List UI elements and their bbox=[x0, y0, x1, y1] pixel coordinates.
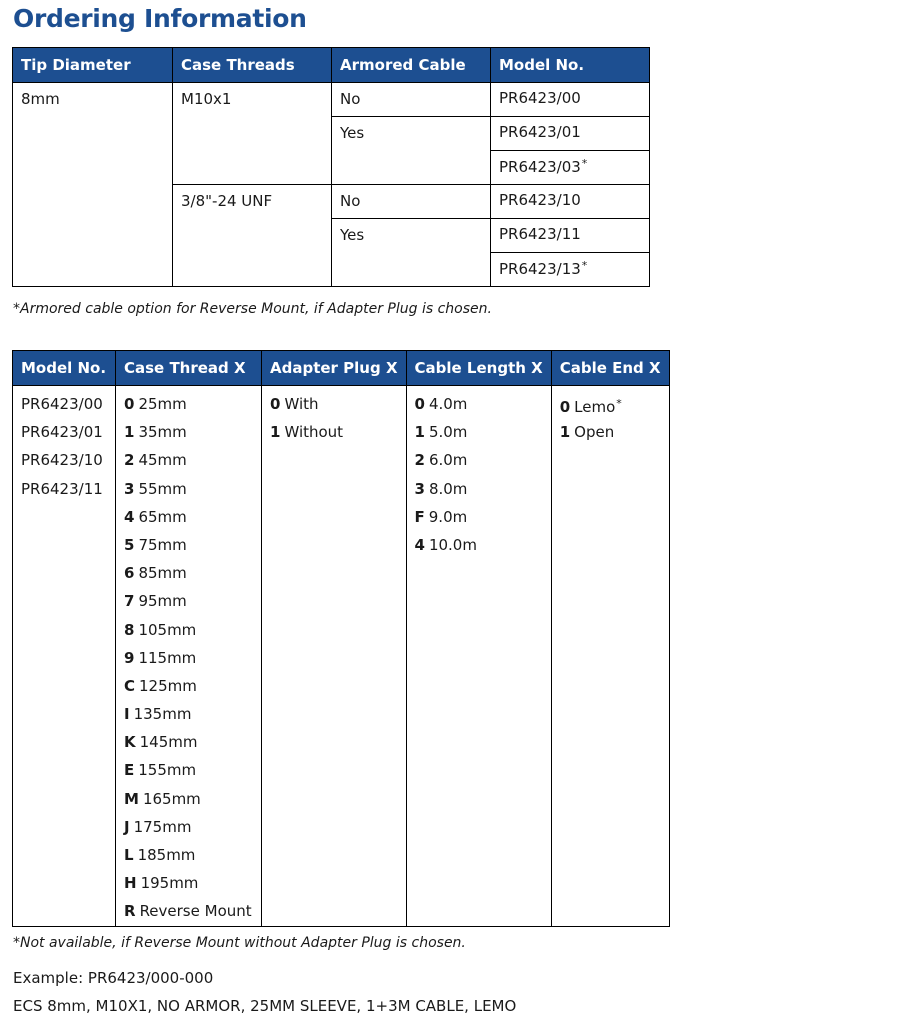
list-item bbox=[124, 559, 253, 587]
cable-length-list-cell bbox=[406, 386, 551, 927]
model-cell: PR6423/00 bbox=[491, 83, 650, 117]
list-item bbox=[124, 587, 253, 615]
option-value: 45mm bbox=[138, 451, 187, 470]
list-item bbox=[560, 390, 661, 418]
option-value: PR6423/01 bbox=[21, 423, 103, 442]
armored-cell: Yes bbox=[332, 117, 491, 185]
example-description: ECS 8mm, M10X1, NO ARMOR, 25MM SLEEVE, 1+3M CABLE, LEMO bbox=[13, 997, 517, 1015]
cable-end-list-cell bbox=[551, 386, 669, 927]
option-code: 1 bbox=[270, 423, 281, 442]
case-thread-cell: M10x1 bbox=[173, 83, 332, 185]
list-item bbox=[21, 446, 107, 474]
list-item bbox=[21, 475, 107, 503]
option-value: PR6423/00 bbox=[21, 395, 103, 413]
option-value: Lemo bbox=[574, 398, 616, 416]
option-code: H bbox=[124, 874, 137, 893]
option-code: 2 bbox=[124, 451, 135, 470]
option-code: M bbox=[124, 789, 139, 808]
option-code: C bbox=[124, 676, 136, 695]
option-value: PR6423/11 bbox=[21, 479, 103, 498]
option-code: K bbox=[124, 733, 136, 752]
header-tip-diameter: Tip Diameter bbox=[13, 48, 173, 83]
table-row bbox=[13, 386, 670, 927]
list-item bbox=[124, 503, 253, 531]
asterisk-mark: * bbox=[581, 259, 588, 272]
option-value: 95mm bbox=[138, 592, 187, 611]
option-value: 175mm bbox=[133, 817, 192, 836]
option-code: 1 bbox=[414, 423, 425, 442]
model-cell bbox=[491, 253, 650, 287]
list-item bbox=[415, 446, 543, 474]
option-code: 7 bbox=[124, 592, 135, 611]
option-value: 125mm bbox=[139, 676, 197, 695]
header-model-no: Model No. bbox=[491, 48, 650, 83]
option-value: 6.0m bbox=[428, 451, 468, 470]
option-code: 0 bbox=[270, 395, 281, 413]
list-item bbox=[560, 418, 661, 446]
header-cable-length-x: Cable Length X bbox=[406, 351, 551, 386]
option-value: 55mm bbox=[138, 479, 187, 498]
list-item bbox=[124, 446, 253, 474]
option-value: 105mm bbox=[138, 620, 197, 639]
header-cable-end-x: Cable End X bbox=[551, 351, 669, 386]
option-value: 85mm bbox=[138, 564, 187, 583]
case-thread-cell: 3/8"-24 UNF bbox=[173, 185, 332, 287]
option-code: 4 bbox=[414, 535, 425, 554]
option-code: J bbox=[124, 817, 130, 836]
option-code: L bbox=[124, 846, 134, 864]
header-case-thread-x: Case Thread X bbox=[116, 351, 262, 386]
option-value: 65mm bbox=[138, 507, 187, 526]
tip-diameter-cell: 8mm bbox=[13, 83, 173, 287]
option-value: 115mm bbox=[138, 648, 197, 667]
option-value: 185mm bbox=[137, 846, 196, 864]
list-item bbox=[124, 616, 253, 644]
option-value: 135mm bbox=[133, 705, 192, 724]
model-cell: PR6423/11 bbox=[491, 219, 650, 253]
ordering-table-header-row bbox=[13, 48, 650, 83]
armored-cell: No bbox=[332, 83, 491, 117]
list-item bbox=[415, 503, 543, 531]
list-item bbox=[124, 785, 253, 813]
list-item bbox=[124, 475, 253, 503]
option-code: 1 bbox=[559, 423, 571, 442]
list-item bbox=[415, 475, 543, 503]
option-code: F bbox=[414, 507, 425, 526]
model-code-header-row bbox=[13, 351, 670, 386]
option-code: 4 bbox=[124, 507, 135, 526]
ordering-table bbox=[12, 47, 650, 287]
option-code: 2 bbox=[414, 451, 425, 470]
option-value: 4.0m bbox=[428, 395, 468, 413]
option-value: Without bbox=[284, 423, 344, 442]
option-code: 0 bbox=[414, 395, 425, 413]
option-value: 195mm bbox=[140, 874, 199, 893]
adapter-plug-list-cell bbox=[262, 386, 407, 927]
model-cell: PR6423/01 bbox=[491, 117, 650, 151]
header-model-no: Model No. bbox=[13, 351, 116, 386]
option-value: 145mm bbox=[139, 733, 198, 752]
option-value: 5.0m bbox=[428, 423, 468, 442]
list-item bbox=[124, 672, 253, 700]
list-item bbox=[124, 418, 253, 446]
option-code: 9 bbox=[124, 648, 135, 667]
list-item bbox=[270, 390, 398, 418]
list-item bbox=[124, 756, 253, 784]
list-item bbox=[124, 897, 253, 925]
option-value: 8.0m bbox=[428, 479, 468, 498]
asterisk-mark: * bbox=[616, 397, 622, 410]
header-armored-cable: Armored Cable bbox=[332, 48, 491, 83]
option-code: 6 bbox=[124, 564, 135, 583]
page-title: Ordering Information bbox=[13, 4, 307, 33]
option-value: 75mm bbox=[138, 535, 187, 554]
table-row bbox=[13, 83, 650, 117]
list-item bbox=[21, 390, 107, 418]
option-value: 10.0m bbox=[428, 535, 477, 554]
option-code: 0 bbox=[124, 395, 135, 413]
option-code: 8 bbox=[124, 620, 135, 639]
option-value: Reverse Mount bbox=[139, 902, 252, 921]
armored-cell: No bbox=[332, 185, 491, 219]
option-code: 0 bbox=[559, 398, 571, 416]
option-value: With bbox=[284, 395, 319, 413]
list-item bbox=[124, 728, 253, 756]
list-item bbox=[415, 390, 543, 418]
model-cell: PR6423/10 bbox=[491, 185, 650, 219]
model-code-table bbox=[12, 350, 670, 927]
model-value: PR6423/03 bbox=[499, 158, 581, 176]
list-item bbox=[124, 813, 253, 841]
list-item bbox=[270, 418, 398, 446]
option-value: 35mm bbox=[138, 423, 187, 442]
list-item bbox=[124, 869, 253, 897]
case-thread-list-cell bbox=[116, 386, 262, 927]
asterisk-mark: * bbox=[581, 157, 588, 170]
list-item bbox=[124, 644, 253, 672]
list-item bbox=[415, 418, 543, 446]
list-item bbox=[124, 700, 253, 728]
option-code: I bbox=[124, 705, 130, 724]
armored-note: *Armored cable option for Reverse Mount, if Adapter Plug is chosen. bbox=[13, 301, 492, 317]
option-value: PR6423/10 bbox=[21, 451, 103, 470]
option-code: 3 bbox=[414, 479, 425, 498]
example-code: Example: PR6423/000-000 bbox=[13, 969, 214, 987]
list-item bbox=[124, 841, 253, 869]
option-code: R bbox=[124, 902, 136, 921]
model-list-cell bbox=[13, 386, 116, 927]
list-item bbox=[124, 531, 253, 559]
option-value: 155mm bbox=[138, 761, 197, 780]
model-cell bbox=[491, 151, 650, 185]
header-adapter-plug-x: Adapter Plug X bbox=[262, 351, 407, 386]
option-value: Open bbox=[574, 423, 615, 442]
option-code: E bbox=[124, 761, 135, 780]
list-item bbox=[415, 531, 543, 559]
reverse-mount-note: *Not available, if Reverse Mount without Adapter Plug is chosen. bbox=[13, 935, 466, 951]
option-code: 5 bbox=[124, 535, 135, 554]
armored-cell: Yes bbox=[332, 219, 491, 287]
option-code: 3 bbox=[124, 479, 135, 498]
option-value: 25mm bbox=[138, 395, 187, 413]
option-value: 165mm bbox=[142, 789, 201, 808]
option-value: 9.0m bbox=[428, 507, 468, 526]
model-value: PR6423/13 bbox=[499, 260, 581, 278]
list-item bbox=[21, 418, 107, 446]
option-code: 1 bbox=[124, 423, 135, 442]
list-item bbox=[124, 390, 253, 418]
header-case-threads: Case Threads bbox=[173, 48, 332, 83]
